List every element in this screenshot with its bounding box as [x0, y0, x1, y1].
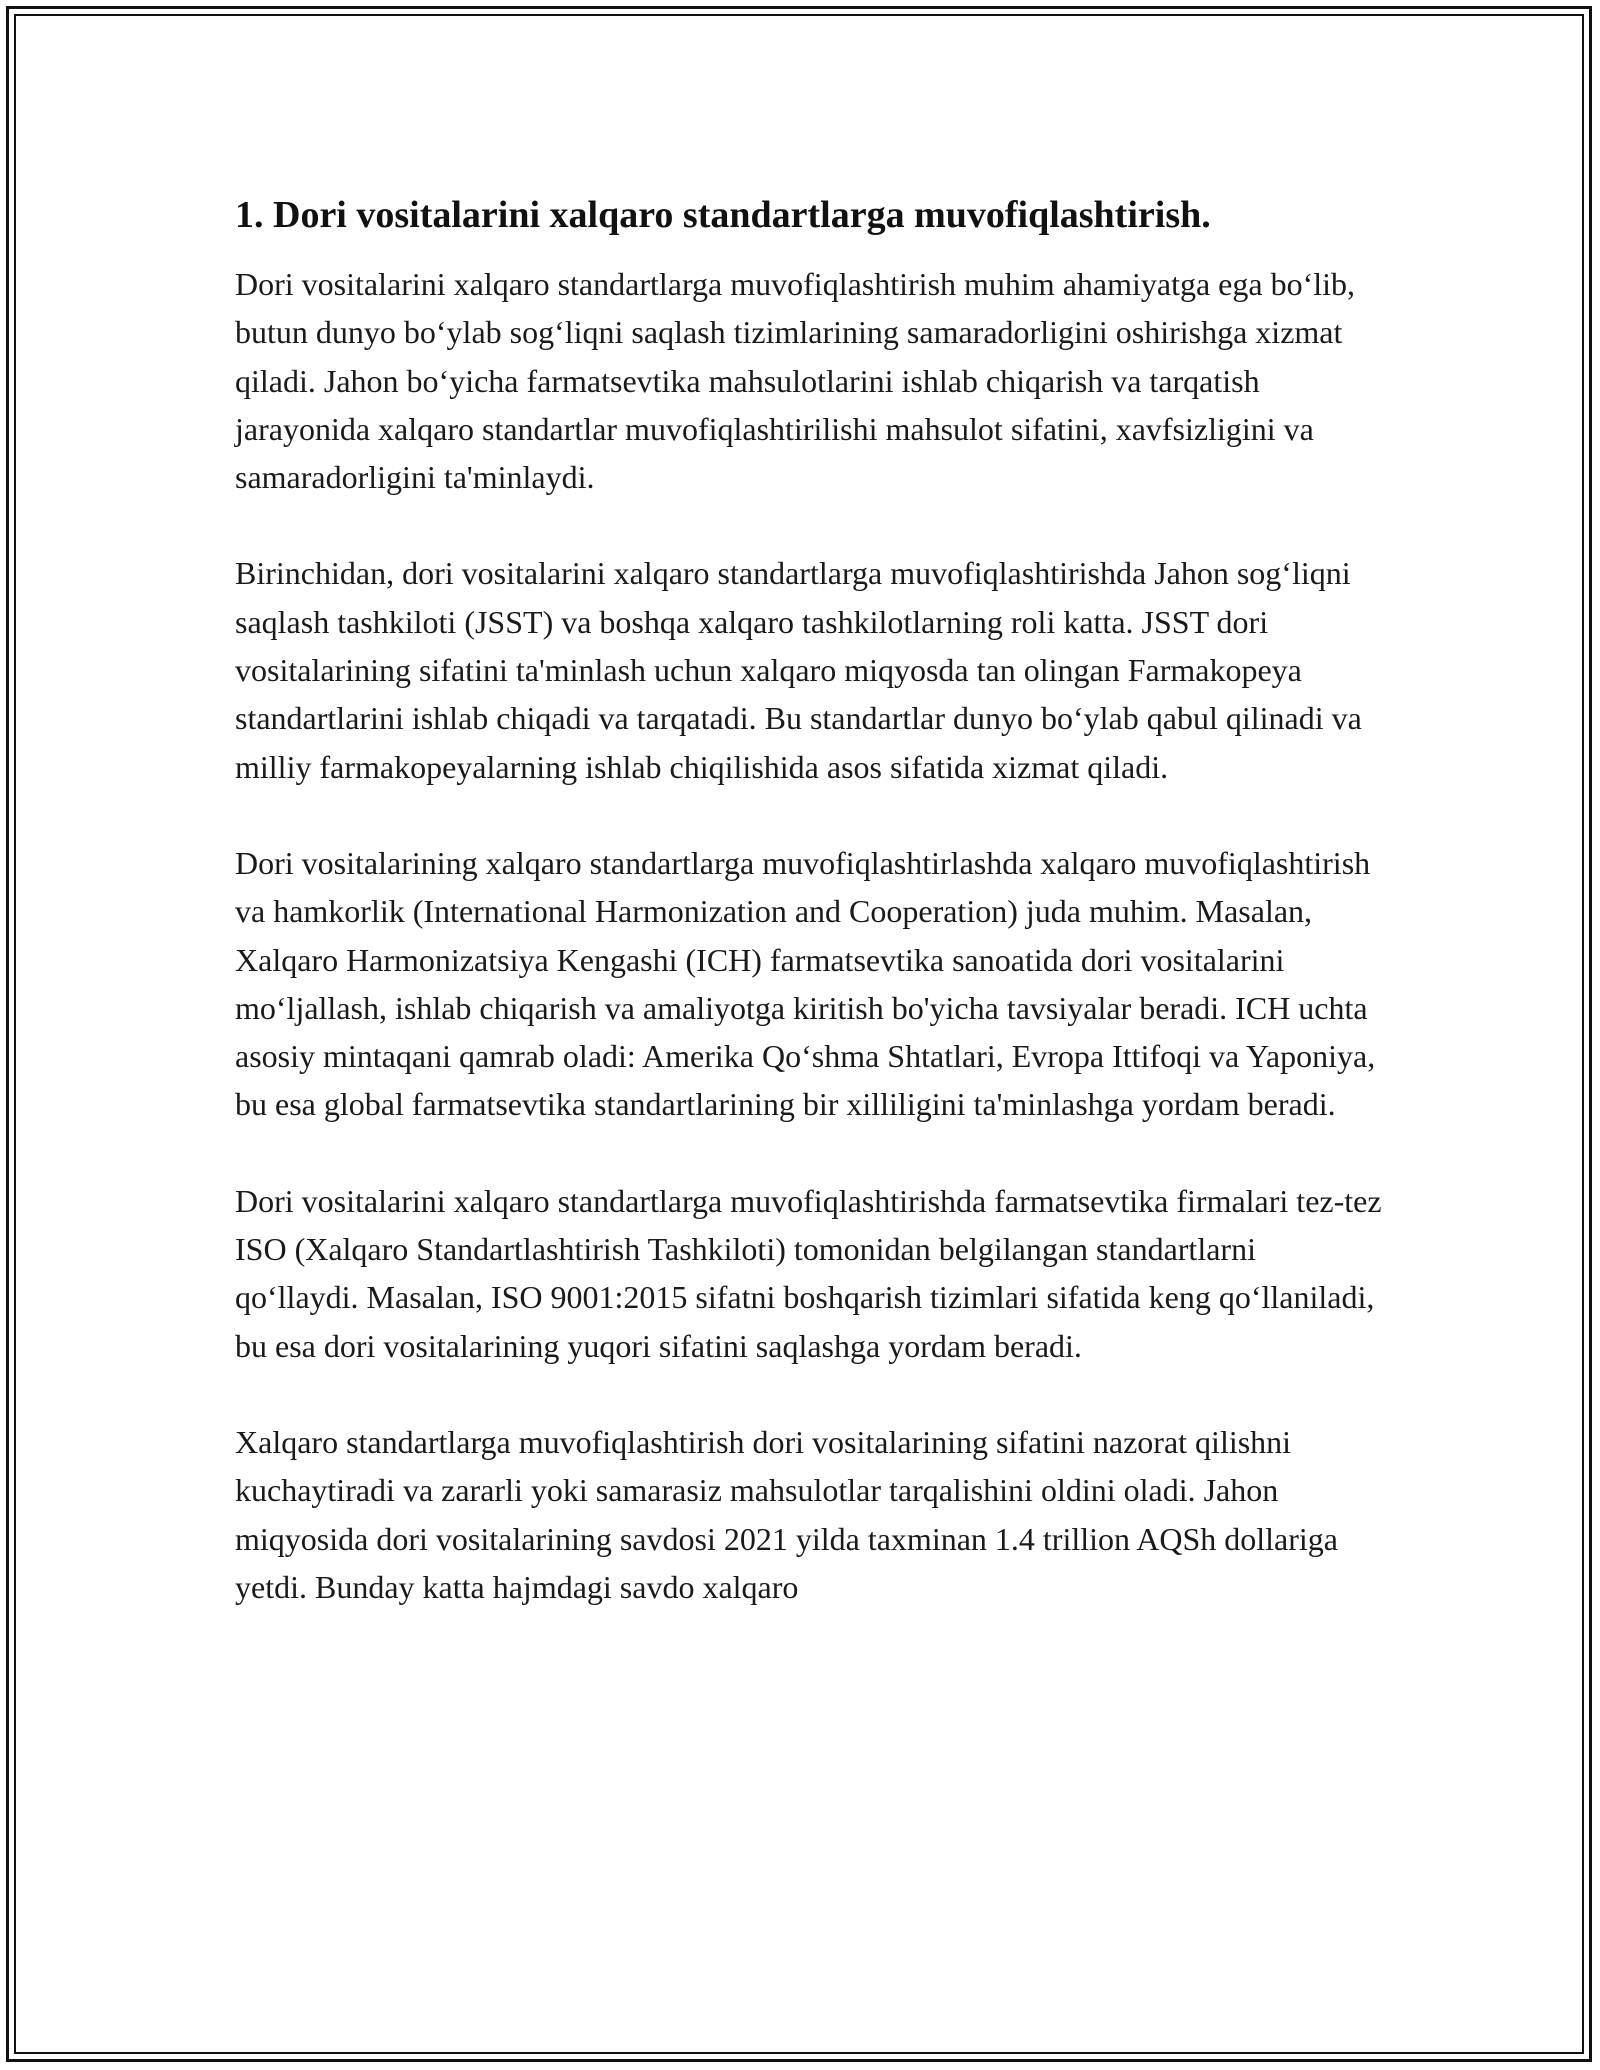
- paragraph-4: Dori vositalarini xalqaro standartlarga muvofiqlashtirishda farmatsevtika firmalari tez-tez ISO (Xalqaro Standartlashtirish Tashkiloti) tomonidan belgilangan standartlarni qo‘llaydi. Masalan, ISO 9001:2015 sifatni boshqarish tizimlari sifatida keng qo‘llaniladi, bu esa dori vositalarining yuqori sifatini saqlashga yordam beradi.: [235, 1182, 1382, 1364]
- document-body: [235, 188, 1385, 1611]
- paragraph-5: Xalqaro standartlarga muvofiqlashtirish dori vositalarining sifatini nazorat qilishni kuchaytiradi va zararli yoki samarasiz mahsulotlar tarqalishini oldini oladi. Jahon miqyosida dori vositalarining savdosi 2021 yilda taxminan 1.4 trillion AQSh dollariga yetdi. Bunday katta hajmdagi savdo xalqaro: [235, 1423, 1338, 1605]
- paragraph-1: Dori vositalarini xalqaro standartlarga muvofiqlashtirish muhim ahamiyatga ega bo‘lib, butun dunyo bo‘ylab sog‘liqni saqlash tizimlarining samaradorligini oshirishga xizmat qiladi. Jahon bo‘yicha farmatsevtika mahsulotlarini ishlab chiqarish va tarqatish jarayonida xalqaro standartlar muvofiqlashtirilishi mahsulot sifatini, xavfsizligini va samaradorligini ta'minlaydi.: [235, 266, 1356, 496]
- paragraph-3: Dori vositalarining xalqaro standartlarga muvofiqlashtirlashda xalqaro muvofiqlashtirish va hamkorlik (International Harmonization and Cooperation) juda muhim. Masalan, Xalqaro Harmonizatsiya Kengashi (ICH) farmatsevtika sanoatida dori vositalarini mo‘ljallash, ishlab chiqarish va amaliyotga kiritish bo'yicha tavsiyalar beradi. ICH uchta asosiy mintaqani qamrab oladi: Amerika Qo‘shma Shtatlari, Evropa Ittifoqi va Yaponiya, bu esa global farmatsevtika standartlarining bir xilliligini ta'minlashga yordam beradi.: [235, 844, 1376, 1123]
- paragraph-2: Birinchidan, dori vositalarini xalqaro standartlarga muvofiqlashtirishda Jahon sog‘liqni saqlash tashkiloti (JSST) va boshqa xalqaro tashkilotlarning roli katta. JSST dori vositalarining sifatini ta'minlash uchun xalqaro miqyosda tan olingan Farmakopeya standartlarini ishlab chiqadi va tarqatadi. Bu standartlar dunyo bo‘ylab qabul qilinadi va milliy farmakopeyalarning ishlab chiqilishida asos sifatida xizmat qiladi.: [235, 555, 1362, 785]
- section-heading: 1. Dori vositalarini xalqaro standartlarga muvofiqlashtirish.: [235, 194, 1211, 236]
